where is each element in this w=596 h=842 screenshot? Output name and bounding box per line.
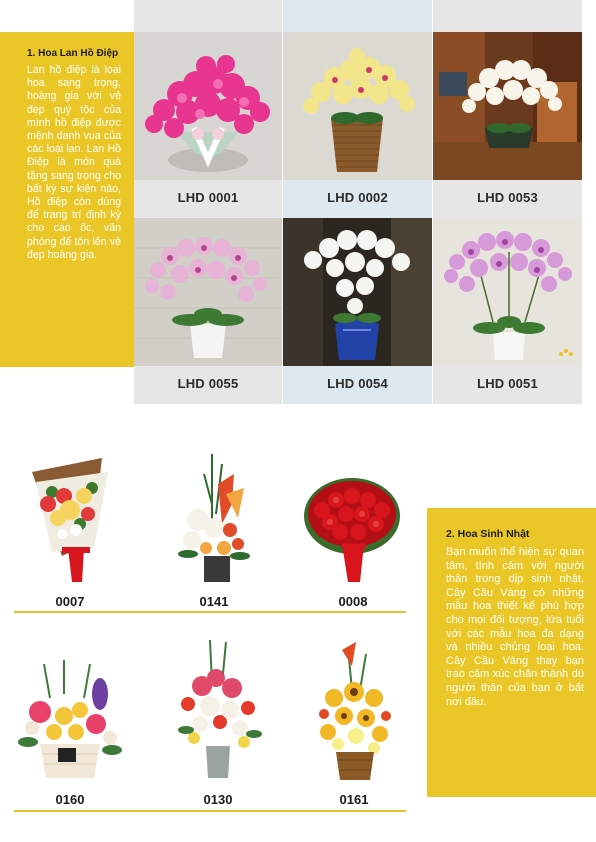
product-photo-lhd-0002[interactable]	[283, 32, 432, 180]
product-photo-lhd-0051[interactable]	[433, 218, 582, 366]
product-photo-lhd-0053[interactable]	[433, 32, 582, 180]
product-code: 0007	[55, 594, 85, 609]
product-photo-0160[interactable]	[14, 654, 124, 782]
divider-line	[14, 611, 406, 613]
section-title: 2. Hoa Sinh Nhật	[446, 528, 530, 540]
product-photo-0161[interactable]	[308, 640, 400, 782]
product-photo-0130[interactable]	[170, 634, 266, 782]
product-code: 0008	[338, 594, 368, 609]
divider-line	[14, 810, 406, 812]
product-code: 0141	[199, 594, 229, 609]
product-code: LHD 0001	[177, 189, 239, 205]
product-code: LHD 0054	[327, 375, 388, 391]
orchid-intro-box	[0, 32, 134, 367]
product-code: 0161	[339, 792, 369, 807]
product-photo-lhd-0001[interactable]	[134, 32, 282, 180]
product-code: LHD 0053	[477, 189, 538, 205]
product-photo-0007[interactable]	[22, 452, 118, 588]
product-code: LHD 0055	[177, 375, 239, 391]
product-photo-0141[interactable]	[168, 444, 264, 588]
product-code: 0130	[203, 792, 233, 807]
section-title: 1. Hoa Lan Hồ Điệp	[27, 48, 119, 59]
section-description: Lan hồ điệp là loại hoa sang trọng, hoàng gia với vẻ đẹp quý tộc của mình hồ điệp được mệnh danh vua của các loại lan. Lan Hồ Điệp là món quà tặng sang trọng cho bất kỳ sự kiện nào, Hồ điệp còn dùng để trang trí định kỳ cho cao ốc, văn phòng để tôn lên vẻ đẹp hoàng gia.	[27, 64, 121, 261]
birthday-intro-box	[427, 508, 596, 797]
product-code: LHD 0051	[477, 375, 538, 391]
product-code: 0160	[55, 792, 85, 807]
product-photo-lhd-0055[interactable]	[134, 218, 282, 366]
product-photo-lhd-0054[interactable]	[283, 218, 432, 366]
product-photo-0008[interactable]	[302, 472, 406, 588]
section-description: Bạn muốn thể hiện sự quan tâm, tình cảm với người thân trong dịp sinh nhật, Cây Cầu Vàng có những mẫu hoa thiết kế phù hợp cho mọi đối tượng, lứa tuổi với các mẫu hoa đa dạng và nhiều chủng loại hoa. Cây Cầu Vàng thay bạn trao cảm xúc chân thành dù người thân của bạn ở bất nơi đâu.	[446, 546, 584, 708]
product-code: LHD 0002	[327, 189, 388, 205]
